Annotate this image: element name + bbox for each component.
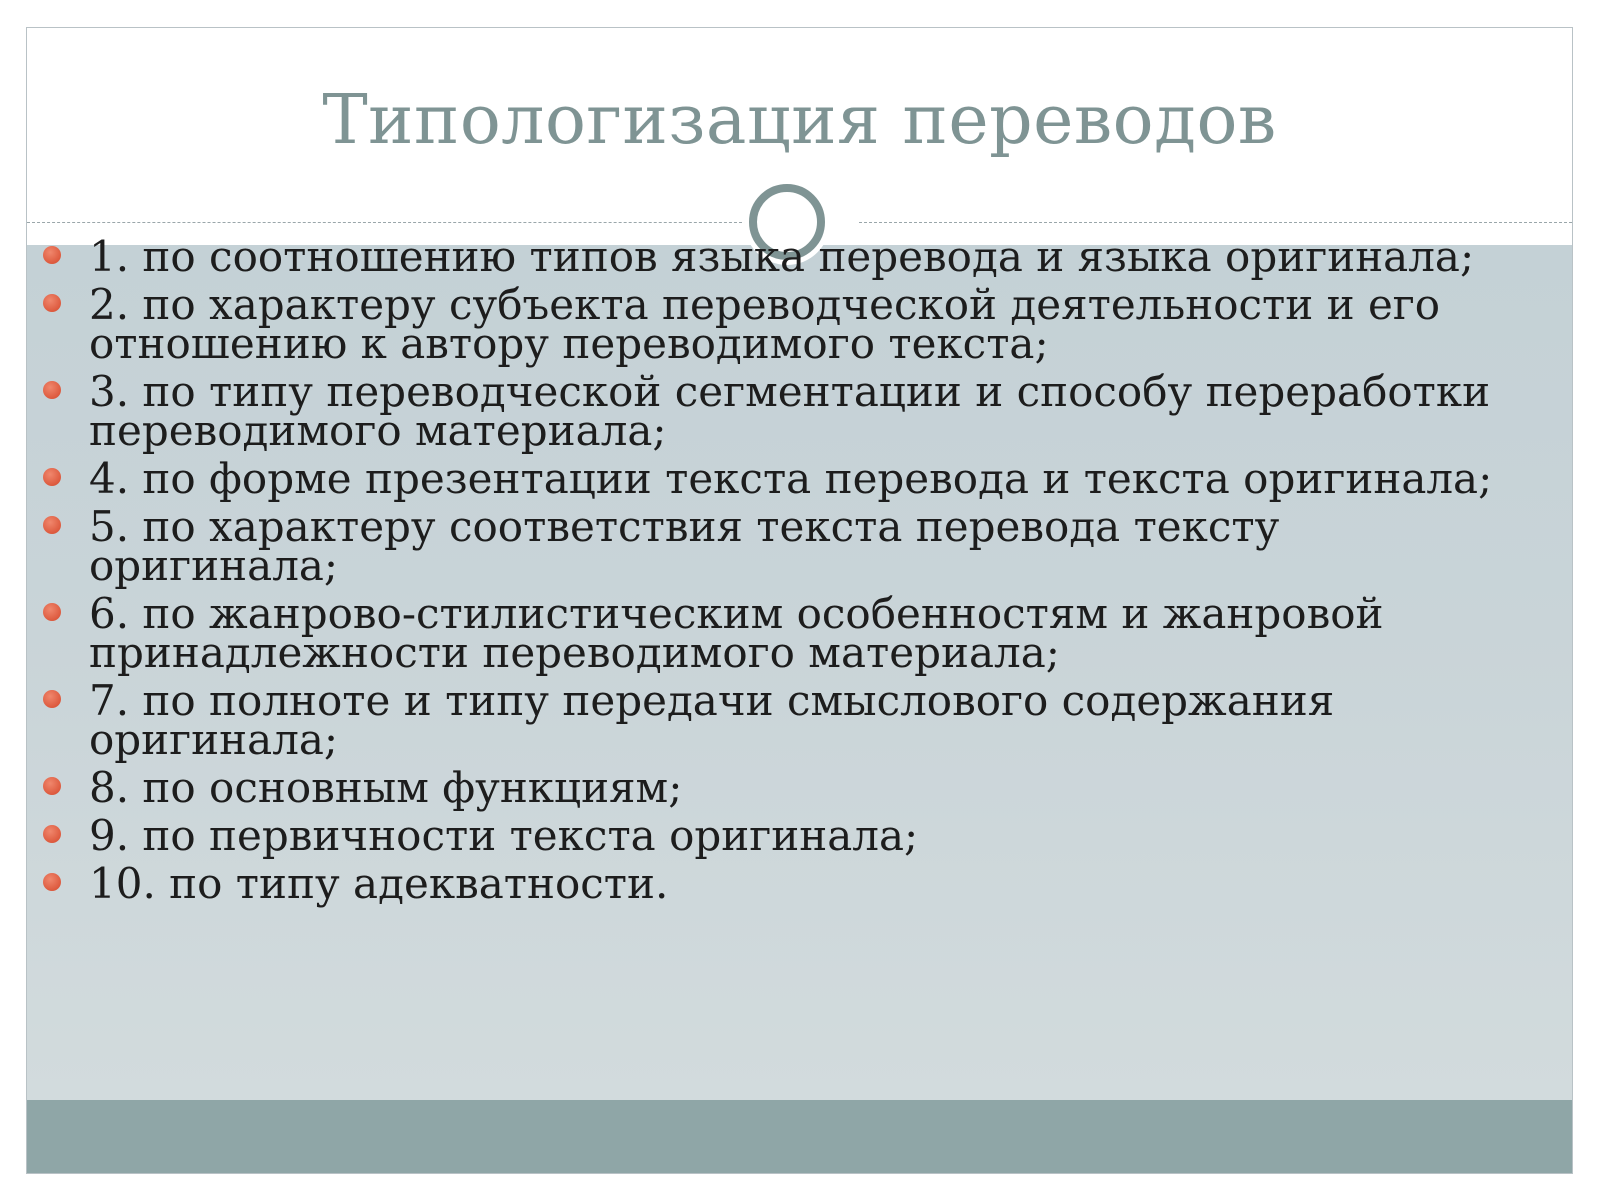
list-item-text: 8. по основным функциям;	[89, 763, 683, 812]
title-divider-left	[27, 222, 747, 223]
bullet-dot-icon	[43, 468, 61, 486]
list-item-text: 3. по типу переводческой сегментации и способу переработки переводимого материала;	[89, 367, 1491, 455]
list-item-text: 6. по жанрово-стилистическим особенностям и жанровой принадлежности переводимого материала;	[89, 589, 1384, 677]
bullet-dot-icon	[43, 825, 61, 843]
bullet-dot-icon	[43, 294, 61, 312]
list-item	[89, 589, 1529, 677]
bullet-list	[89, 232, 1529, 912]
list-item	[89, 676, 1529, 764]
bullet-dot-icon	[43, 777, 61, 795]
bullet-dot-icon	[43, 516, 61, 534]
list-item-text: 5. по характеру соответствия текста перевода тексту оригинала;	[89, 502, 1280, 590]
list-item	[89, 367, 1529, 455]
slide-title: Типологизация переводов	[322, 81, 1277, 160]
list-item	[89, 280, 1529, 368]
title-divider-right	[859, 222, 1572, 223]
list-item	[89, 502, 1529, 590]
bullet-dot-icon	[43, 873, 61, 891]
list-item-text: 1. по соотношению типов языка перевода и языка оригинала;	[89, 232, 1475, 281]
list-item-text: 7. по полноте и типу передачи смыслового содержания оригинала;	[89, 676, 1335, 764]
list-item	[89, 232, 1529, 281]
footer-bar	[27, 1100, 1572, 1174]
list-item	[89, 811, 1529, 860]
list-item	[89, 763, 1529, 812]
bullet-dot-icon	[43, 246, 61, 264]
list-item-text: 2. по характеру субъекта переводческой деятельности и его отношению к автору переводимого текста;	[89, 280, 1441, 368]
list-item	[89, 859, 1529, 908]
list-item-text: 10. по типу адекватности.	[89, 859, 669, 908]
list-item-text: 9. по первичности текста оригинала;	[89, 811, 919, 860]
list-item	[89, 454, 1529, 503]
bullet-dot-icon	[43, 690, 61, 708]
bullet-dot-icon	[43, 381, 61, 399]
bullet-dot-icon	[43, 603, 61, 621]
list-item-text: 4. по форме презентации текста перевода и текста оригинала;	[89, 454, 1493, 503]
